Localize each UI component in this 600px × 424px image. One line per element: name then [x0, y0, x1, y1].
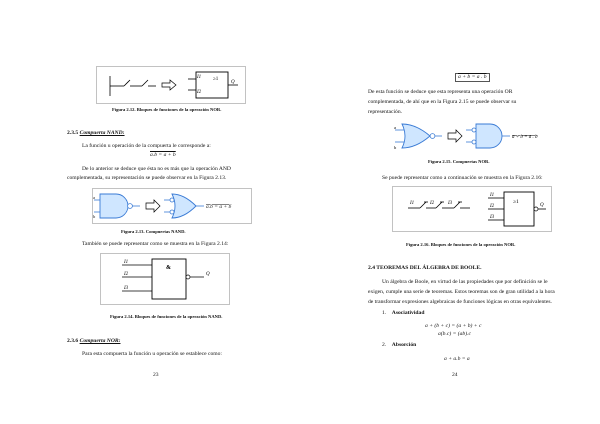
list-item-2-title: Absorción: [391, 342, 417, 348]
paragraph-nor-block: Se puede representar como a continuación se muestra en la Figura 2.16:: [382, 175, 543, 181]
figure-2-16-diagram: [392, 186, 552, 232]
figure-2-13-diagram: [92, 188, 252, 224]
list-item-1-title: Asociatividad: [391, 310, 425, 316]
equation-nor-top: a + b = a . b: [455, 73, 490, 82]
paragraph-boole-line1: Un álgebra de Boole, en virtud de las propiedades que por definición se le: [382, 279, 548, 285]
paragraph-nor-line2: complementada, de ahí que en la Figura 2.15 se puede observar su: [368, 99, 517, 105]
page-number-right: 24: [452, 372, 458, 378]
fig214-label-i1: I1: [124, 260, 129, 265]
equation-absorcion: a + a.b = a: [444, 356, 470, 362]
paragraph-nand-line1: De lo anterior se deduce que ésta no es más que la operación AND: [82, 166, 231, 172]
figure-2-13-caption: Figura 2.13. Compuertas NAND.: [121, 229, 186, 234]
fig214-label-q: Q: [206, 272, 210, 277]
fig213-input-b: b: [93, 214, 96, 219]
fig212-label-q: Q: [231, 80, 235, 85]
figure-2-15-diagram: [392, 120, 542, 152]
section-2-4-heading: 2.4 TEOREMAS DEL ÁLGEBRA DE BOOLE.: [368, 265, 482, 271]
fig212-label-ge1: ≥1: [213, 77, 219, 82]
section-2-3-6-title: Compuerta NOR:: [79, 338, 121, 344]
list-item-asociatividad: [382, 310, 424, 317]
paragraph-nand-function: La función u operación de la compuerta le corresponde a:: [82, 143, 211, 149]
fig216-ladder-i2: I2: [430, 201, 435, 206]
paragraph-boole-line3: de transformar expresiones algebraicas de funciones lógicas en otras equivalentes.: [368, 299, 552, 305]
list-item-absorcion: [382, 342, 416, 349]
page-number-left: 23: [153, 372, 159, 378]
list-item-2-number: 2.: [382, 342, 387, 348]
figure-2-16-caption: Figura 2.16. Bloques de funciones de la operación NOR.: [406, 242, 516, 247]
fig216-ladder-i3: I3: [448, 201, 453, 206]
figure-2-15-caption: Figura 2.15. Compuertas NOR.: [428, 159, 490, 164]
fig212-label-i1: I1: [197, 75, 202, 80]
fig215-input-b: b: [394, 145, 397, 150]
paragraph-boole-line2: exigen, cumple una serie de teoremas. Estos teoremas son de gran utilidad a la hora: [368, 289, 555, 295]
fig214-label-i3: I3: [124, 286, 129, 291]
fig213-equation: a.b = a + b: [206, 204, 232, 210]
fig216-label-i2: I2: [490, 204, 495, 209]
fig216-ladder-i1: I1: [410, 201, 415, 206]
section-2-3-6-heading: [67, 338, 120, 345]
paragraph-nand-line2: complementada, su representación se puede observar en la Figura 2.13.: [67, 175, 227, 181]
fig216-label-q: Q: [540, 203, 544, 208]
paragraph-nor-line3: representación.: [368, 109, 403, 115]
figure-2-14-caption: Figura 2.14. Bloques de funciones de la operación NAND.: [110, 314, 223, 319]
fig216-label-i1: I1: [490, 193, 495, 198]
fig214-label-amp: &: [166, 265, 171, 271]
equation-nand: a.b = a + b: [150, 152, 176, 158]
right-page: [300, 0, 600, 424]
list-item-1-number: 1.: [382, 310, 387, 316]
equation-assoc-1: a + (b + c) = (a + b) + c: [425, 323, 482, 329]
figure-2-12-diagram: [96, 66, 246, 104]
fig215-input-a: a: [394, 125, 396, 130]
paragraph-nor-function: Para esta compuerta la función u operación se establece como:: [82, 351, 222, 357]
section-2-3-5-heading: [67, 130, 125, 137]
section-2-3-5-title: Compuerta NAND:: [79, 130, 125, 136]
paragraph-nor-line1: De esta función se deduce que esta representa una operación OR: [368, 89, 513, 95]
figure-2-14-diagram: [100, 253, 230, 305]
fig212-label-i2: I2: [197, 90, 202, 95]
paragraph-nand-block: También se puede representar como se muestra en la Figura 2.14:: [82, 241, 229, 247]
fig213-input-a: a: [93, 195, 95, 200]
equation-assoc-2: a(b.c) = (ab).c: [438, 331, 471, 337]
fig214-label-i2: I2: [124, 272, 129, 277]
section-2-3-6-number: 2.3.6: [67, 338, 79, 344]
fig215-equation: a + b = a . b: [512, 135, 538, 140]
figure-2-12-caption: Figura 2.12. Bloques de funciones de la operación NOR.: [112, 107, 222, 112]
fig216-label-i3: I3: [490, 215, 495, 220]
section-2-3-5-number: 2.3.5: [67, 130, 79, 136]
fig216-label-ge1: ≥1: [513, 199, 519, 205]
